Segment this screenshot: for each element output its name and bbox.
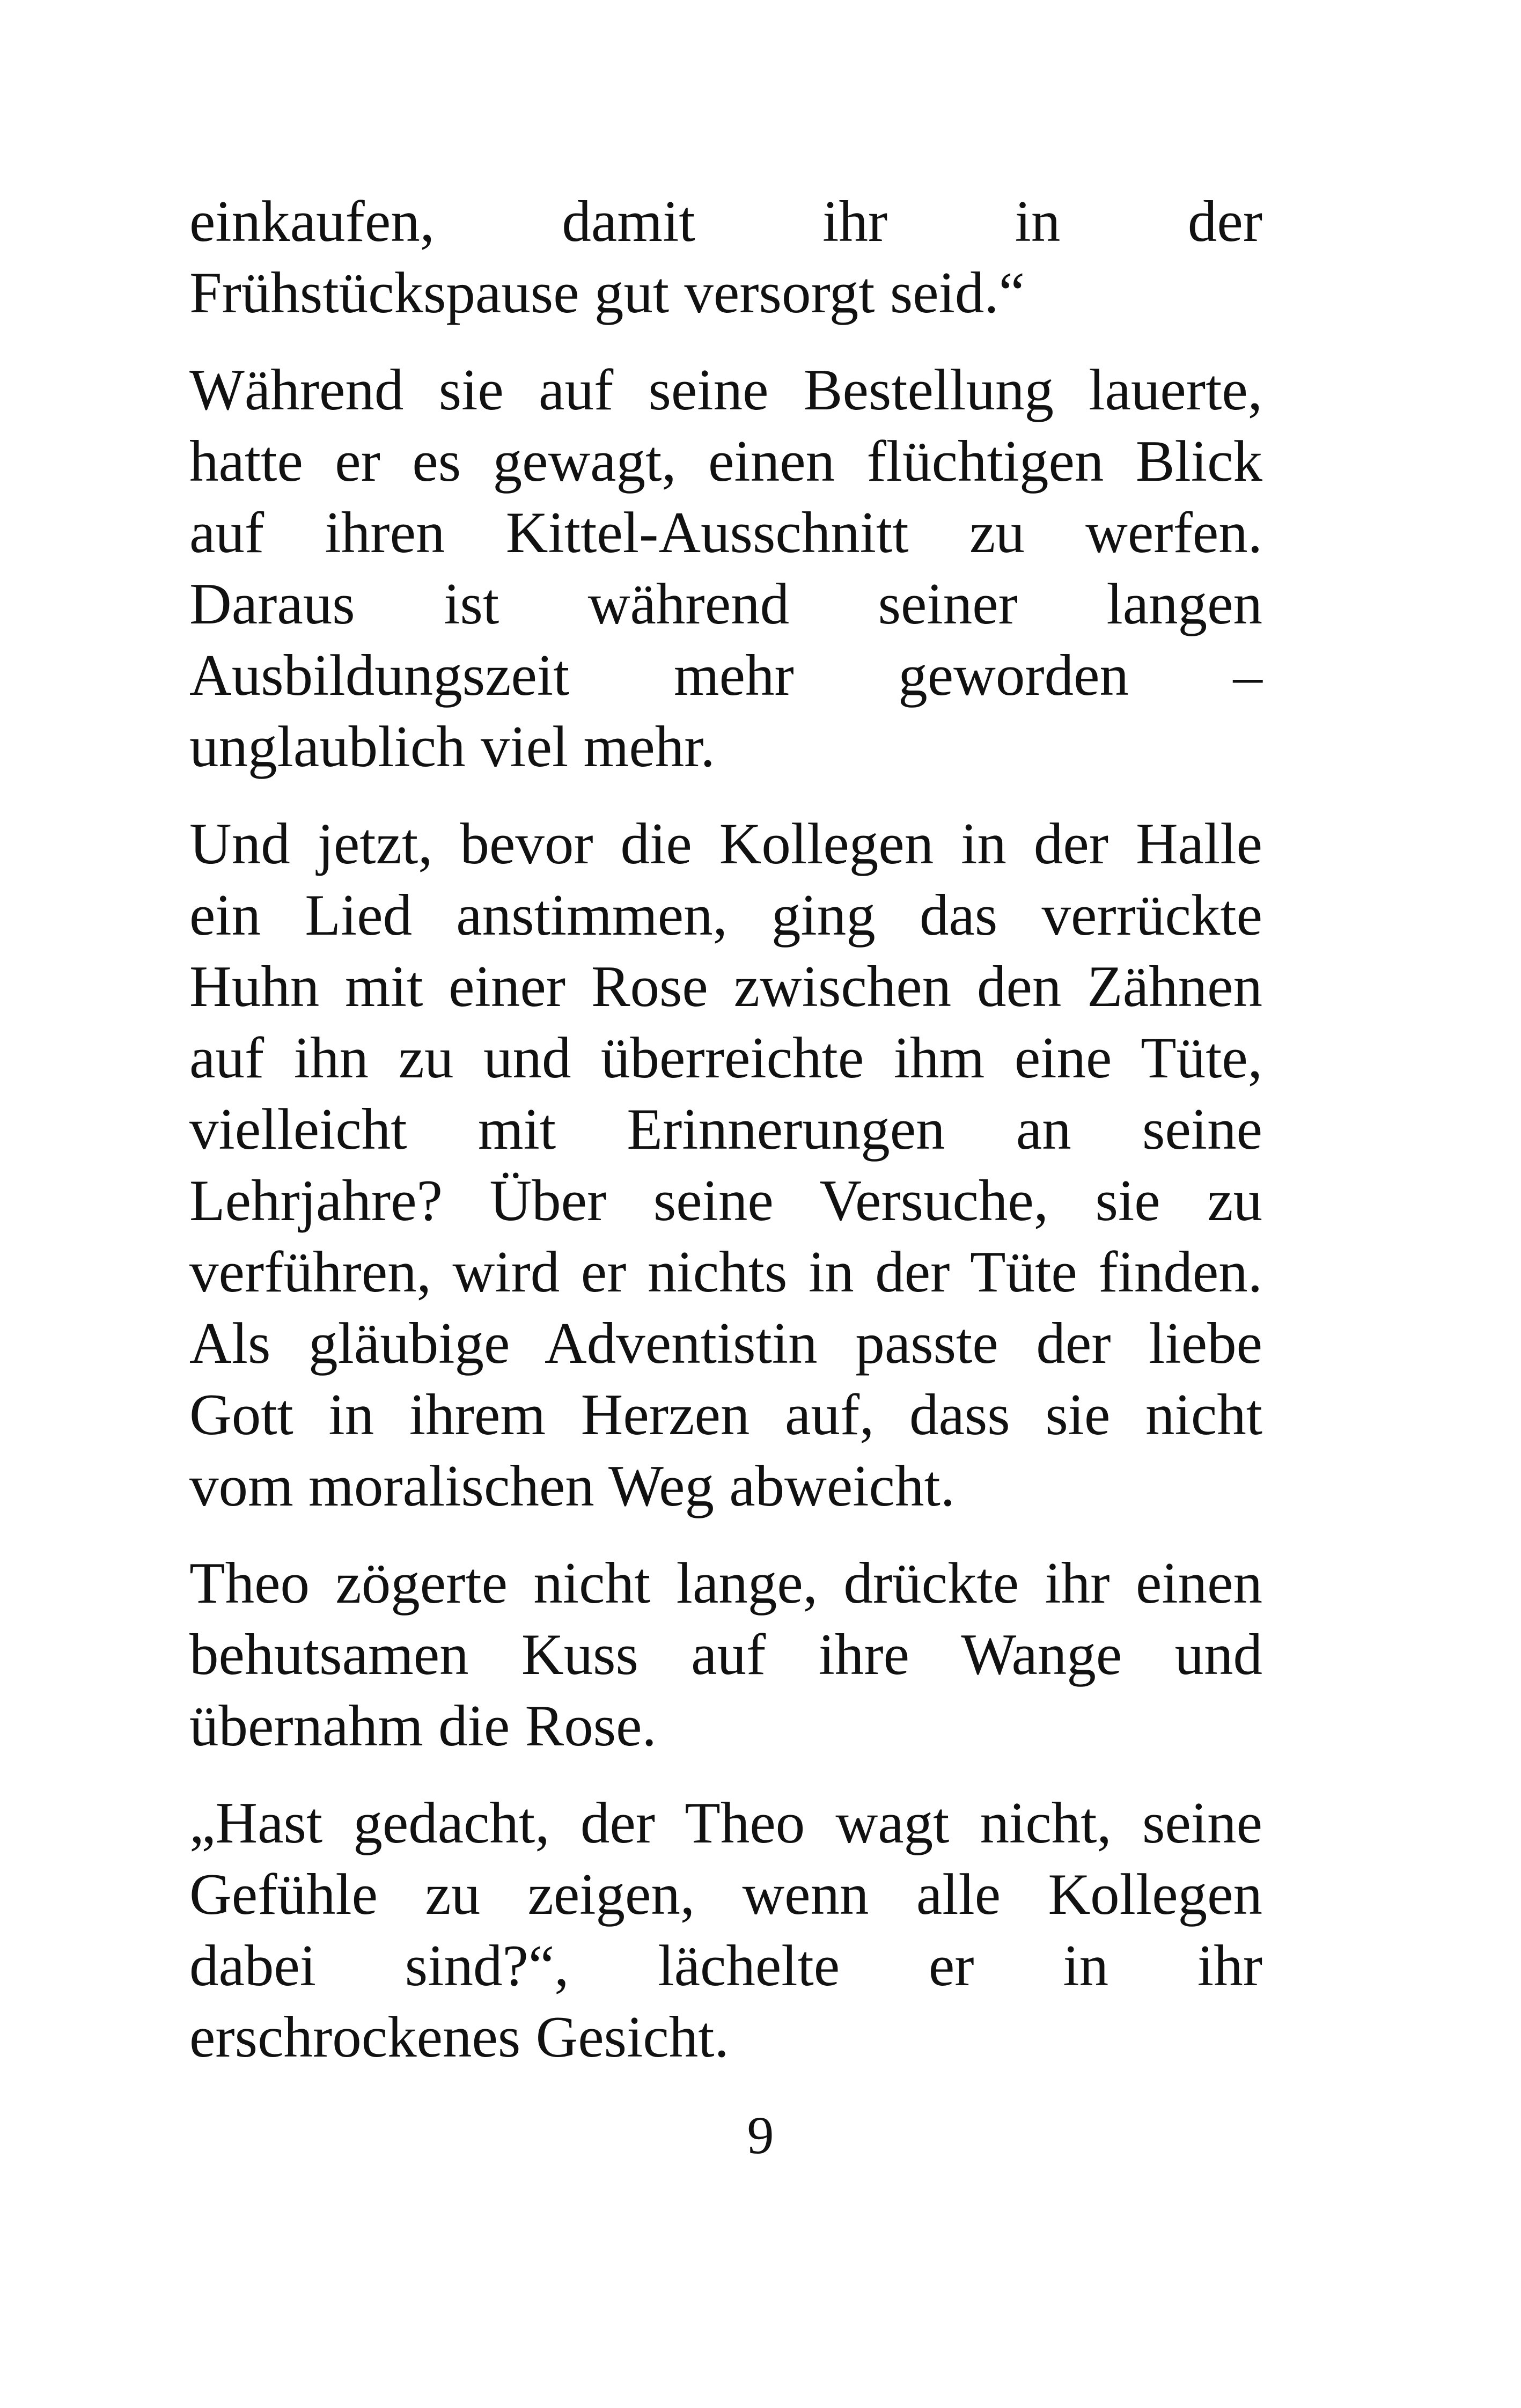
text-line: auf ihn zu und überreichte ihm eine Tüte, [189, 1025, 1262, 1090]
text-line: ein Lied anstimmen, ging das verrückte [189, 883, 1262, 948]
body-text [189, 186, 1262, 2098]
text-line: dabei sind?“, lächelte er in ihr [189, 1933, 1262, 1998]
text-line: Daraus ist während seiner langen [189, 571, 1262, 636]
text-line: Huhn mit einer Rose zwischen den Zähnen [189, 954, 1262, 1019]
text-line: Theo zögerte nicht lange, drückte ihr einen [189, 1551, 1262, 1616]
text-line: behutsamen Kuss auf ihre Wange und [189, 1622, 1262, 1687]
text-line: verführen, wird er nichts in der Tüte finden. [189, 1239, 1262, 1304]
text-line: Frühstückspause gut versorgt seid.“ [189, 260, 1025, 325]
text-line: Ausbildungszeit mehr geworden – [189, 643, 1262, 708]
text-line: auf ihren Kittel-Ausschnitt zu werfen. [189, 500, 1262, 565]
paragraph-5 [189, 1787, 1262, 2073]
text-line: erschrockenes Gesicht. [189, 2005, 729, 2069]
text-line: Lehrjahre? Über seine Versuche, sie zu [189, 1168, 1262, 1233]
text-line: Gefühle zu zeigen, wenn alle Kollegen [189, 1862, 1262, 1927]
text-line: unglaublich viel mehr. [189, 714, 715, 779]
paragraph-2 [189, 354, 1262, 782]
text-line: vielleicht mit Erinnerungen an seine [189, 1097, 1262, 1162]
text-line: vom moralischen Weg abweicht. [189, 1453, 955, 1518]
text-line: „Hast gedacht, der Theo wagt nicht, seine [189, 1790, 1262, 1855]
text-line: hatte er es gewagt, einen flüchtigen Blick [189, 429, 1262, 494]
text-line: Gott in ihrem Herzen auf, dass sie nicht [189, 1382, 1262, 1447]
paragraph-4 [189, 1547, 1262, 1761]
text-line: Während sie auf seine Bestellung lauerte, [189, 357, 1262, 422]
text-line: Als gläubige Adventistin passte der liebe [189, 1311, 1262, 1376]
text-line: übernahm die Rose. [189, 1693, 657, 1758]
text-line: einkaufen, damit ihr in der [189, 189, 1262, 254]
page-number: 9 [747, 2105, 774, 2165]
text-line: Und jetzt, bevor die Kollegen in der Halle [189, 811, 1262, 876]
paragraph-1 [189, 186, 1262, 328]
paragraph-3 [189, 808, 1262, 1522]
